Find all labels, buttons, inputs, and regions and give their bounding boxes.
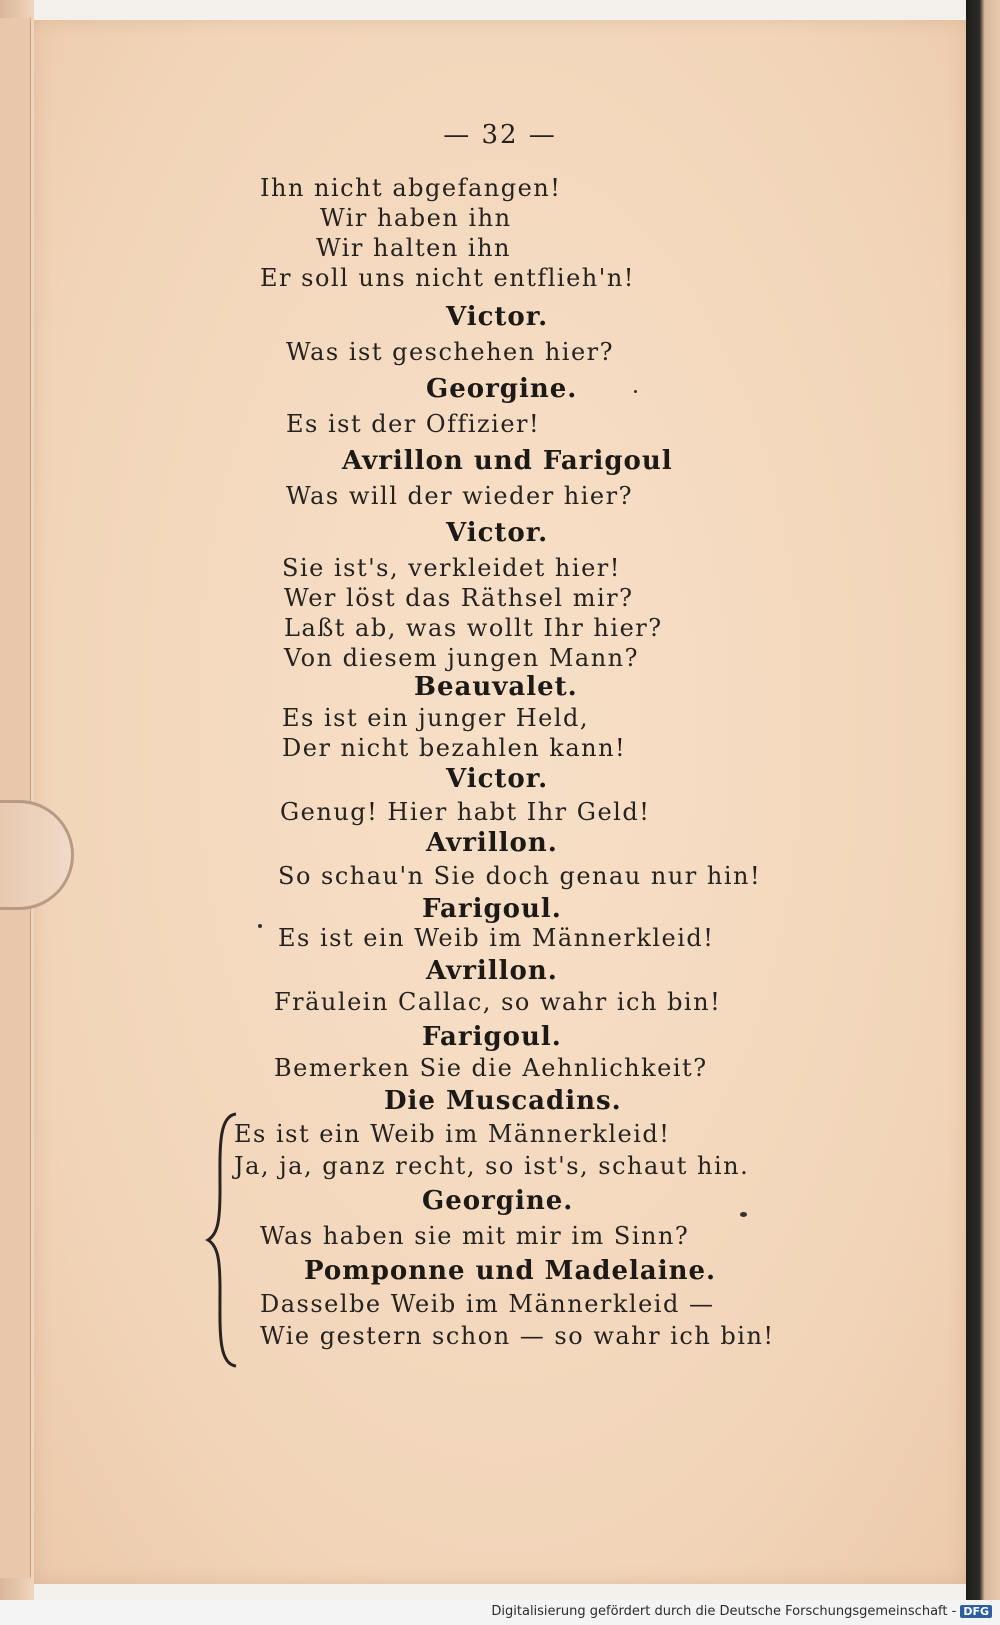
- verse-line: Fräulein Callac, so wahr ich bin!: [274, 988, 722, 1016]
- speaker-name: Avrillon und Farigoul: [342, 446, 673, 476]
- verse-line: Der nicht bezahlen kann!: [282, 734, 627, 762]
- dfg-logo: DFG: [960, 1605, 992, 1618]
- speaker-name: Avrillon.: [426, 828, 558, 858]
- verse-line: Wer löst das Räthsel mir?: [284, 584, 634, 612]
- verse-line: Dasselbe Weib im Männerkleid —: [260, 1290, 715, 1318]
- verse-line: Es ist ein Weib im Männerkleid!: [278, 924, 715, 952]
- verse-line: Genug! Hier habt Ihr Geld!: [280, 798, 651, 826]
- book-page: [34, 20, 966, 1584]
- speaker-name: Georgine.: [422, 1186, 574, 1216]
- verse-line: Ja, ja, ganz recht, so ist's, schaut hin.: [234, 1152, 750, 1180]
- verse-line: Was ist geschehen hier?: [286, 338, 615, 366]
- speaker-name: Avrillon.: [426, 956, 558, 986]
- verse-line: Ihn nicht abgefangen!: [260, 174, 562, 202]
- verse-line: Was will der wieder hier?: [286, 482, 633, 510]
- speaker-name: Victor.: [446, 764, 549, 794]
- speaker-name: Die Muscadins.: [384, 1086, 622, 1116]
- verse-line: Bemerken Sie die Aehnlichkeit?: [274, 1054, 708, 1082]
- book-cover-edge: [966, 0, 1000, 1625]
- page-number: — 32 —: [443, 120, 557, 150]
- speaker-name: Georgine.: [426, 374, 578, 404]
- ink-speck: [634, 390, 637, 393]
- speaker-name: Farigoul.: [422, 894, 562, 924]
- verse-line: Wir halten ihn: [316, 234, 511, 262]
- verse-line: Laßt ab, was wollt Ihr hier?: [284, 614, 663, 642]
- verse-line: Von diesem jungen Mann?: [284, 644, 639, 672]
- dfg-credit: [491, 1604, 992, 1619]
- verse-line: Es ist ein junger Held,: [282, 704, 590, 732]
- speaker-name: Beauvalet.: [414, 672, 578, 702]
- speaker-name: Farigoul.: [422, 1022, 562, 1052]
- curly-brace-mark: [204, 1110, 244, 1370]
- verse-line: Wir haben ihn: [320, 204, 512, 232]
- verse-line: Er soll uns nicht entflieh'n!: [260, 264, 635, 292]
- speaker-name: Victor.: [446, 302, 549, 332]
- verse-line: So schau'n Sie doch genau nur hin!: [278, 862, 762, 890]
- verse-line: Es ist ein Weib im Männerkleid!: [234, 1120, 671, 1148]
- dfg-credit-text: Digitalisierung gefördert durch die Deutsche Forschungsgemeinschaft -: [491, 1604, 957, 1619]
- verse-line: Wie gestern schon — so wahr ich bin!: [260, 1322, 775, 1350]
- book-edge: [0, 18, 31, 1578]
- ink-speck: [258, 924, 262, 928]
- ink-speck: [740, 1212, 747, 1217]
- verse-line: Sie ist's, verkleidet hier!: [282, 554, 621, 582]
- speaker-name: Pomponne und Madelaine.: [304, 1256, 717, 1286]
- verse-line: Was haben sie mit mir im Sinn?: [260, 1222, 690, 1250]
- verse-line: Es ist der Offizier!: [286, 410, 541, 438]
- speaker-name: Victor.: [446, 518, 549, 548]
